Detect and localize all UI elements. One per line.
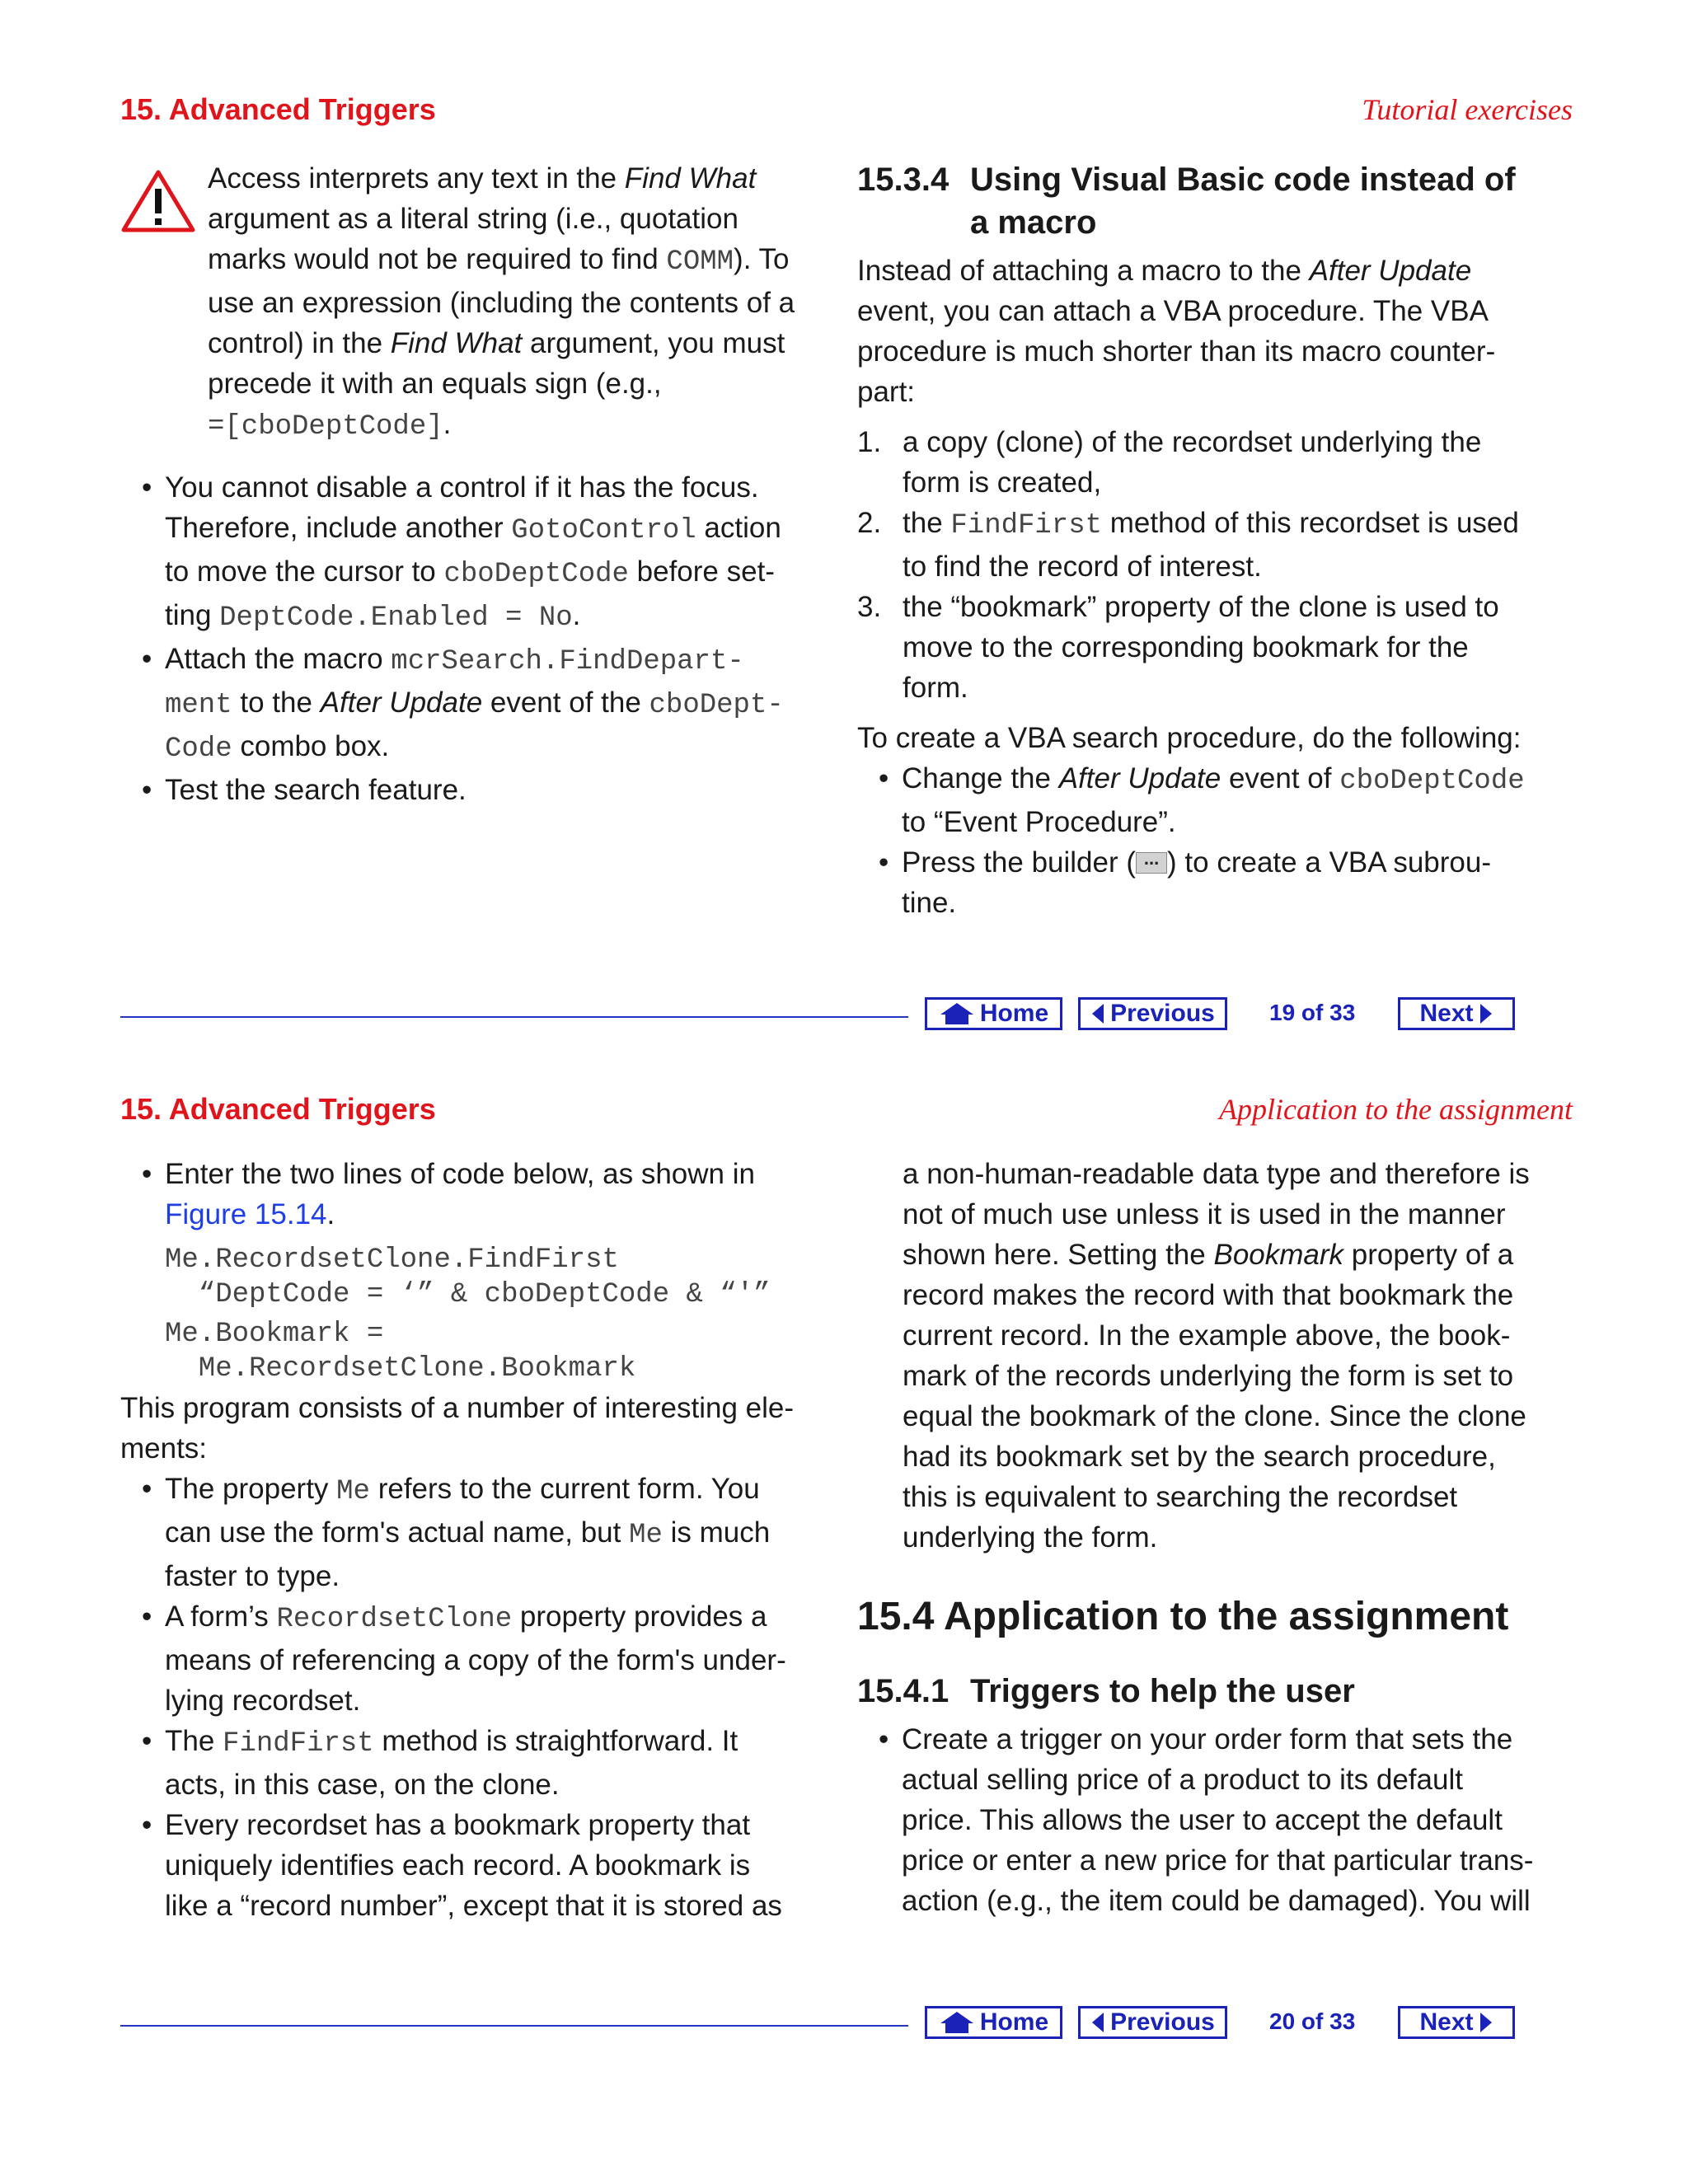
text-run: Enter the two lines of code below, as shown in [165, 1158, 755, 1190]
list-item [120, 1154, 837, 1235]
code-term: Me [629, 1520, 663, 1551]
text-run: The property [165, 1473, 337, 1505]
page-19 [0, 0, 1688, 1027]
text-run: this is equivalent to searching the recordset [903, 1481, 1458, 1513]
text-line [165, 1640, 837, 1680]
code-line: “DeptCode = ‘” & cboDeptCode & “'” [165, 1279, 771, 1310]
list-item [120, 770, 837, 810]
right-column [857, 1154, 1582, 1921]
text-run: actual selling price of a product to its default [902, 1764, 1463, 1796]
code-term: mcrSearch.FindDepart- [391, 646, 744, 677]
italic-term: Find What [624, 162, 757, 194]
code-term: FindFirst [950, 510, 1103, 541]
left-column [120, 1154, 837, 1926]
item-number: 1. [857, 426, 882, 458]
code-term: Code [165, 733, 232, 765]
text-run: control) in the [208, 327, 391, 359]
footer-rule [120, 2025, 908, 2027]
text-line [165, 1596, 837, 1640]
section-number: 15.3.4 [857, 162, 950, 198]
text-run: ). To [734, 243, 790, 275]
text-line [902, 758, 1582, 802]
italic-term: Bookmark [1213, 1239, 1344, 1271]
text-line [208, 404, 834, 448]
builder-icon [1136, 852, 1167, 874]
vba-steps [857, 758, 1582, 923]
text-run: Create a trigger on your order form that sets the [902, 1723, 1513, 1755]
code-term: cboDeptCode [443, 559, 629, 590]
text-run: acts, in this case, on the clone. [165, 1769, 560, 1801]
text-run: event of [1221, 762, 1340, 794]
text-run: price. This allows the user to accept the default [902, 1804, 1503, 1836]
code-term: ment [165, 690, 232, 721]
text-line [903, 1477, 1582, 1517]
subsection-title [857, 1670, 1582, 1713]
vba-intro: To create a VBA search procedure, do the following: [857, 722, 1522, 754]
text-line [903, 1315, 1582, 1356]
numbered-item [857, 503, 1582, 587]
home-button[interactable] [925, 2006, 1062, 2039]
text-line [902, 1719, 1582, 1760]
text-run: A form’s [165, 1601, 277, 1633]
intro-paragraph [857, 251, 1582, 412]
chapter-header: 15. Advanced Triggers [120, 1092, 436, 1126]
next-button[interactable] [1398, 2006, 1515, 2039]
text-line [902, 1760, 1582, 1800]
text-run: shown here. Setting the [903, 1239, 1214, 1271]
code-term: COMM [666, 246, 734, 278]
home-label: Home [979, 1000, 1049, 1027]
code-term: cboDept- [649, 690, 784, 721]
text-run: before set- [628, 555, 775, 588]
text-run: form. [903, 672, 968, 704]
text-line [165, 1469, 837, 1512]
list-item [857, 842, 1582, 923]
text-line [903, 1517, 1582, 1558]
text-run: a non-human-readable data type and therefore is [903, 1158, 1530, 1190]
text-run: action (e.g., the item could be damaged). You will [902, 1885, 1531, 1917]
text-run: The [165, 1725, 223, 1757]
text-run: the “bookmark” property of the clone is used to [903, 591, 1499, 623]
text-run: ting [165, 599, 220, 631]
text-run: to the [232, 687, 321, 719]
text-line [903, 1275, 1582, 1315]
text-run: . [326, 1198, 335, 1230]
item-number: 3. [857, 591, 882, 623]
text-line [165, 1556, 837, 1596]
list-item [120, 1469, 837, 1596]
text-line [165, 770, 837, 810]
text-run: uniquely identifies each record. A bookmark is [165, 1849, 751, 1882]
text-run: to “Event Procedure”. [902, 806, 1176, 838]
text-run: current record. In the example above, the book- [903, 1319, 1511, 1352]
code-term: DeptCode.Enabled = No [219, 602, 573, 634]
text-run: refers to the current form. You [369, 1473, 760, 1505]
text-line [165, 1512, 837, 1556]
text-line [902, 802, 1582, 842]
text-run: Attach the macro [165, 643, 392, 675]
text-run: can use the form's actual name, but [165, 1516, 630, 1549]
text-run: mark of the records underlying the form is set to [903, 1360, 1514, 1392]
home-icon [939, 2010, 975, 2035]
text-line [903, 462, 1582, 503]
section-header: Application to the assignment [1219, 1093, 1573, 1126]
text-line [903, 587, 1582, 627]
subsection-number: 15.4.1 [857, 1673, 950, 1709]
text-run: method of this recordset is used [1102, 507, 1519, 539]
text-run: event, you can attach a VBA procedure. The VBA [857, 295, 1489, 327]
text-line [902, 883, 1582, 923]
text-run: record makes the record with that bookmark the [903, 1279, 1514, 1311]
item-number: 2. [857, 507, 882, 539]
text-run: property provides a [512, 1601, 767, 1633]
text-line [857, 251, 1582, 291]
text-line [903, 546, 1582, 587]
text-run: ments: [120, 1432, 208, 1465]
next-arrow-icon [1479, 2011, 1493, 2034]
text-line [903, 1194, 1582, 1235]
text-line [165, 726, 837, 770]
text-run: means of referencing a copy of the form's under- [165, 1644, 786, 1676]
text-line [208, 158, 834, 199]
text-line [208, 323, 834, 363]
text-run: a copy (clone) of the recordset underlying the [903, 426, 1482, 458]
italic-term: Find What [390, 327, 523, 359]
text-line [857, 291, 1582, 331]
text-line [120, 1388, 837, 1428]
text-run: not of much use unless it is used in the manner [903, 1198, 1506, 1230]
text-run: like a “record number”, except that it is stored as [165, 1890, 782, 1922]
text-line [857, 331, 1582, 372]
left-bullet-list [120, 1469, 837, 1926]
text-run: You cannot disable a control if it has the focus. [165, 471, 759, 504]
text-line [903, 668, 1582, 708]
code-term: GotoControl [511, 515, 696, 546]
text-line [903, 503, 1582, 546]
text-run: event of the [482, 687, 649, 719]
text-line [903, 1436, 1582, 1477]
italic-term: After Update [1058, 762, 1221, 794]
text-run: is much [662, 1516, 771, 1549]
code-term: =[cboDeptCode] [208, 411, 443, 443]
text-line [165, 1805, 837, 1845]
list-item [120, 1721, 837, 1805]
text-line [902, 1881, 1582, 1921]
text-run: . [443, 408, 452, 440]
text-run: to find the record of interest. [903, 551, 1262, 583]
text-line [902, 1840, 1582, 1881]
text-line [857, 372, 1582, 412]
text-line [165, 1680, 837, 1721]
warning-note [208, 158, 834, 448]
text-line [165, 508, 837, 551]
text-line [165, 595, 837, 639]
next-label: Next [1419, 1000, 1474, 1027]
list-item [120, 1805, 837, 1926]
text-line [165, 1721, 837, 1765]
text-line [208, 239, 834, 283]
warning-icon [120, 169, 196, 233]
text-line [165, 639, 837, 682]
next-label: Next [1419, 2008, 1474, 2036]
page-counter: 19 of 33 [1269, 1000, 1356, 1025]
text-run: procedure is much shorter than its macro counter- [857, 335, 1496, 368]
text-run: lying recordset. [165, 1685, 361, 1717]
section-title-line-2: a macro [970, 204, 1097, 241]
text-run: method is straightforward. It [373, 1725, 738, 1757]
section-heading: 15.4 Application to the assignment [857, 1595, 1509, 1638]
text-run: faster to type. [165, 1560, 340, 1592]
chapter-header: 15. Advanced Triggers [120, 92, 436, 126]
text-run: precede it with an equals sign (e.g., [208, 368, 662, 400]
text-run: underlying the form. [903, 1521, 1158, 1554]
italic-term: After Update [1309, 255, 1472, 287]
code-block [120, 1243, 837, 1386]
text-line [903, 1235, 1582, 1275]
home-label: Home [979, 2008, 1049, 2036]
text-run: marks would not be required to find [208, 243, 667, 275]
text-run: This program consists of a number of interesting ele- [120, 1392, 795, 1424]
text-run: the [903, 507, 951, 539]
text-line [165, 1765, 837, 1805]
text-run: action [696, 512, 781, 544]
continuation-paragraph [857, 1154, 1582, 1558]
section-header: Tutorial exercises [1362, 93, 1573, 126]
figure-link[interactable]: Figure 15.14 [165, 1198, 327, 1230]
numbered-item [857, 587, 1582, 708]
code-line: Me.RecordsetClone.Bookmark [165, 1353, 636, 1385]
previous-arrow-icon [1090, 2011, 1105, 2034]
text-run: to move the cursor to [165, 555, 444, 588]
text-run: property of a [1343, 1239, 1514, 1271]
text-line [208, 199, 834, 239]
text-run: form is created, [903, 466, 1102, 499]
text-line [903, 1154, 1582, 1194]
text-run: use an expression (including the contents of a [208, 287, 795, 319]
text-line [165, 1886, 837, 1926]
list-item [857, 758, 1582, 842]
text-run: move to the corresponding bookmark for the [903, 631, 1469, 663]
text-line [165, 1845, 837, 1886]
program-intro [120, 1388, 837, 1469]
code-line: Me.Bookmark = [165, 1319, 384, 1350]
left-bullet-list [120, 467, 837, 810]
text-run: Access interprets any text in the [208, 162, 625, 194]
previous-label: Previous [1110, 2008, 1215, 2036]
text-run: had its bookmark set by the search procedure, [903, 1441, 1496, 1473]
section-title [857, 158, 1582, 244]
code-term: cboDeptCode [1339, 766, 1525, 797]
text-run: Instead of attaching a macro to the [857, 255, 1310, 287]
text-run: ) to create a VBA subrou- [1167, 846, 1492, 879]
text-run: Test the search feature. [165, 774, 467, 806]
numbered-item [857, 422, 1582, 503]
text-run: Every recordset has a bookmark property that [165, 1809, 751, 1841]
page-20 [0, 1010, 1688, 2036]
subsection-title-text: Triggers to help the user [970, 1673, 1355, 1709]
previous-button[interactable] [1078, 2006, 1227, 2039]
italic-term: After Update [320, 687, 483, 719]
text-line [165, 467, 837, 508]
text-line [208, 363, 834, 404]
list-item [120, 639, 837, 770]
text-run: equal the bookmark of the clone. Since the clone [903, 1400, 1526, 1432]
text-line [165, 1154, 837, 1194]
page-counter: 20 of 33 [1269, 2008, 1356, 2034]
text-line [903, 422, 1582, 462]
text-line [165, 551, 837, 595]
right-bullet-list [857, 1719, 1582, 1921]
text-line [903, 627, 1582, 668]
text-run: Press the builder ( [902, 846, 1137, 879]
code-term: RecordsetClone [276, 1604, 513, 1635]
text-line [903, 1356, 1582, 1396]
text-line [903, 1396, 1582, 1436]
text-line [902, 842, 1582, 883]
code-term: Me [336, 1476, 370, 1507]
text-run: argument, you must [522, 327, 785, 359]
text-line [120, 1428, 837, 1469]
code-term: FindFirst [223, 1728, 374, 1760]
text-run: Change the [902, 762, 1059, 794]
text-run: price or enter a new price for that particular trans- [902, 1844, 1534, 1877]
text-line [165, 1194, 837, 1235]
section-title-line-1: Using Visual Basic code instead of [970, 162, 1516, 198]
text-run: tine. [902, 887, 957, 919]
text-run: Therefore, include another [165, 512, 512, 544]
previous-label: Previous [1110, 1000, 1215, 1027]
text-run: . [572, 599, 581, 631]
right-column [857, 158, 1582, 923]
text-line [902, 1800, 1582, 1840]
list-item [120, 467, 837, 639]
text-run: argument as a literal string (i.e., quotation [208, 203, 738, 235]
list-item [120, 1596, 837, 1721]
text-run: part: [857, 376, 916, 408]
numbered-list [857, 422, 1582, 708]
text-line [165, 682, 837, 726]
code-line: Me.RecordsetClone.FindFirst [165, 1244, 619, 1276]
text-run: combo box. [232, 730, 390, 762]
text-line [208, 283, 834, 323]
list-item [857, 1719, 1582, 1921]
